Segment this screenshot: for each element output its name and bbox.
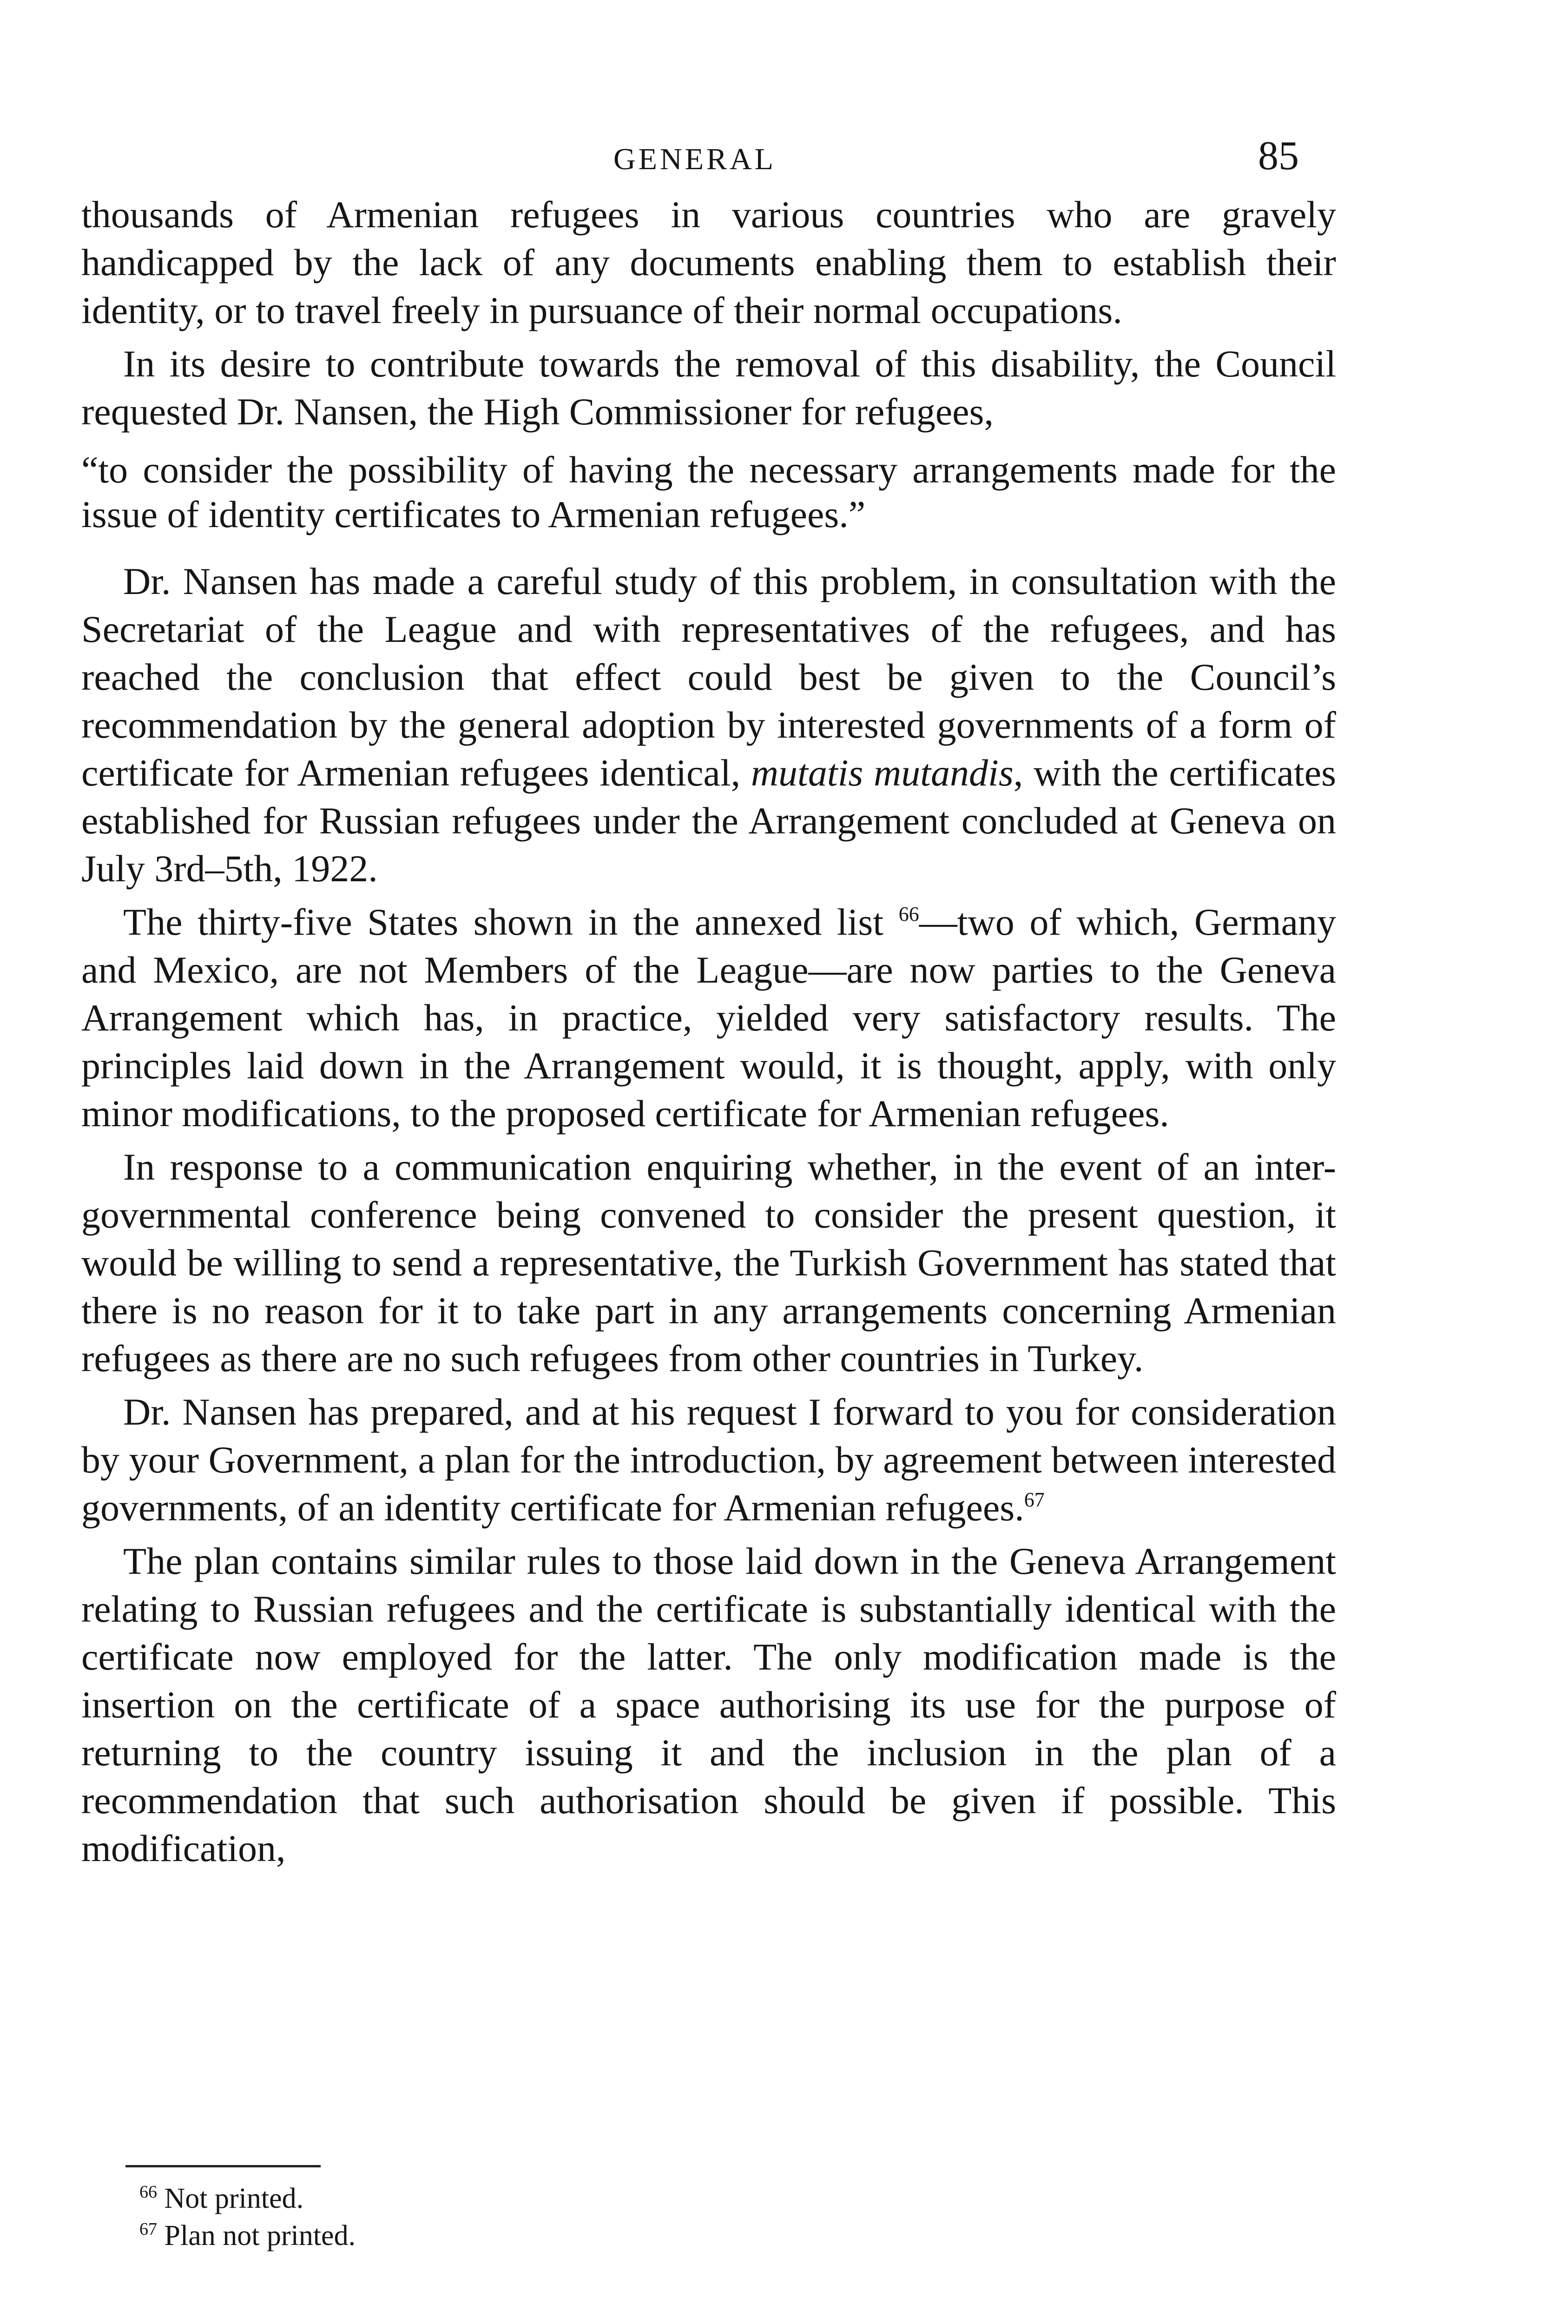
footnote-ref-66: 66 [898,903,919,925]
running-head: GENERAL [613,142,776,176]
paragraph-2: In its desire to contribute towards the removal of this disability, the Council requested Dr. Nansen, the High Commissioner for refugees, [81,343,1336,433]
footnote-number: 66 [139,2182,157,2202]
paragraph-4-text-b: , with the certificates established for Russian refugees under the Arrangement concluded at Geneva on July 3rd–5th, 1922. [81,752,1337,890]
paragraph-4-text-a: Dr. Nansen has made a careful study of this problem, in consultation with the Secretariat of the League and with representatives of the refugees, and has reached the conclusion that effect could best be given to the Council’s recommendation by the general adoption by interested governments of a form of certificate for Armenian refugees identical, [81,560,1336,794]
page-number: 85 [1258,133,1299,178]
paragraph-5-text-a: The thirty-five States shown in the annexed list [123,901,899,943]
quoted-request: “to consider the possibility of having the necessary arrangements made for the issue of identity certificates to Armenian refugees.” [81,449,1336,535]
paragraph-8: The plan contains similar rules to those laid down in the Geneva Arrangement relating to Russian refugees and the certificate is substantially identical with the certificate now employed for the latter. The only modification made is the insertion on the certificate of a space authorising its use for the purpose of returning to the country issuing it and the inclusion in the plan of a recommendation that such authorisation should be given if possible. This modification, [81,1540,1336,1869]
paragraph-4-italic: mutatis mutandis [751,752,1014,794]
paragraph-5-text-b: —two of which, Germany and Mexico, are not Members of the League—are now parties to the Geneva Arrangement which has, in practice, yielded very satisfactory results. The principles laid down in the Arrangement would, it is thought, apply, with only minor modifications, to the proposed certificate for Armenian refugees. [81,901,1336,1135]
paragraph-4 [81,557,1336,892]
footnote-number: 67 [139,2219,157,2239]
footnote-67 [139,2217,1162,2254]
footnote-ref-67: 67 [1024,1488,1045,1511]
footnote-66 [139,2180,1162,2217]
footnote-divider [125,2165,321,2167]
paragraph-7 [81,1388,1336,1532]
footnotes [139,2180,1162,2254]
body-text [81,191,1336,1878]
paragraph-7-text: Dr. Nansen has prepared, and at his request I forward to you for consideration by your Government, a plan for the introduction, by agreement between interested governments, of an identity certificate for Armenian refugees. [81,1391,1336,1529]
paragraph-5 [81,898,1336,1137]
footnote-text: Not printed. [164,2183,304,2214]
footnote-text: Plan not printed. [164,2220,356,2251]
paragraph-6: In response to a communication enquiring whether, in the event of an inter-governmental conference being convened to consider the present question, it would be willing to send a representative, the Turkish Government has stated that there is no reason for it to take part in any arrangements concerning Armenian refugees as there are no such refugees from other countries in Turkey. [81,1146,1336,1380]
paragraph-1: thousands of Armenian refugees in various countries who are gravely handicapped by the lack of any documents enabling them to establish their identity, or to travel freely in pursuance of their normal occupations. [81,193,1336,331]
page-header [81,132,1308,188]
